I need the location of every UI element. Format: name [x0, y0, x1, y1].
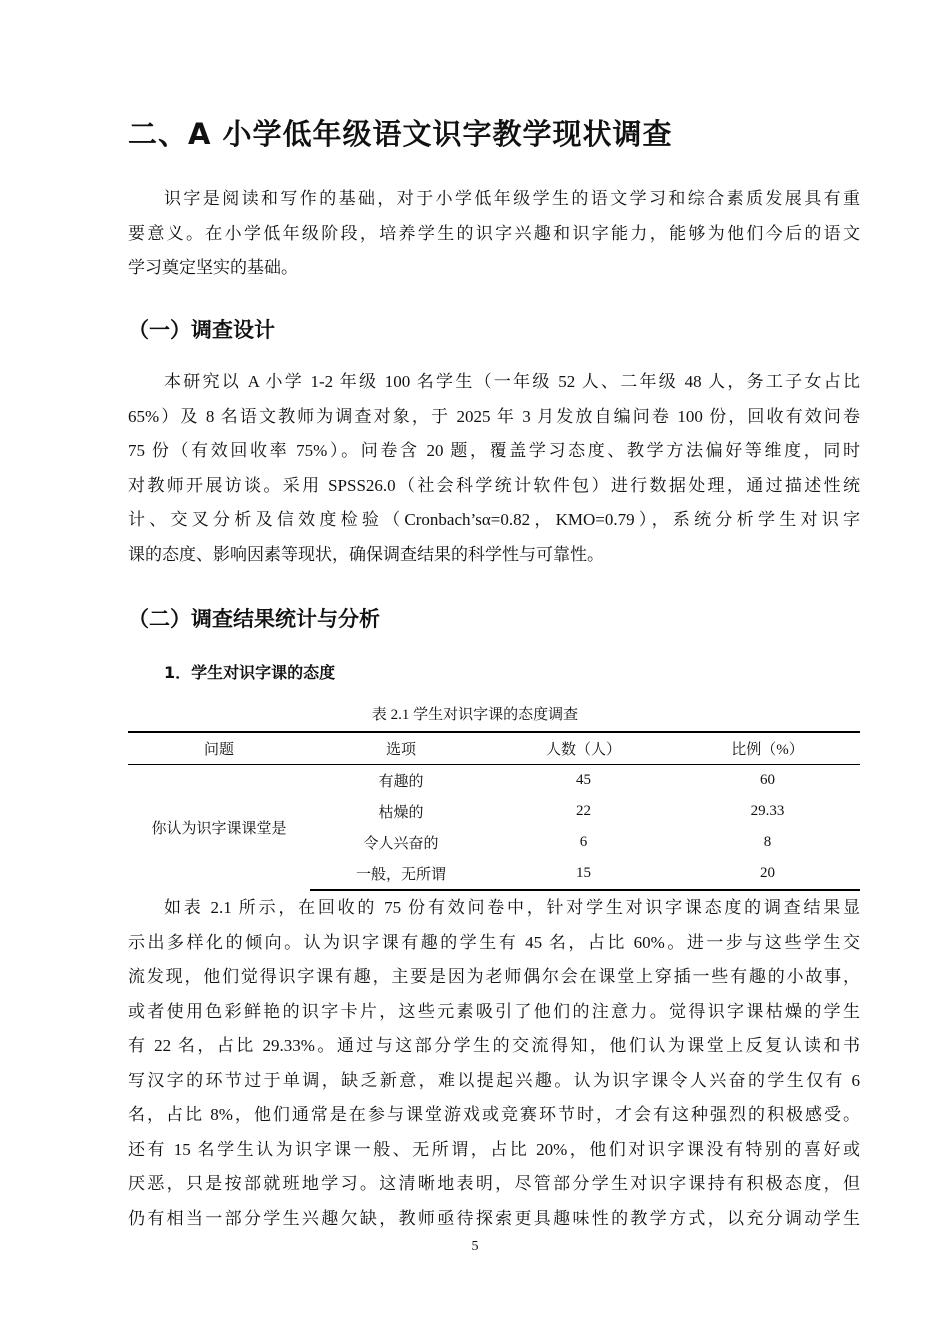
count-cell: 22	[576, 803, 591, 819]
question-cell: 你认为识字课课堂是	[151, 821, 287, 837]
paragraph-line: 厌恶，只是按部就班地学习。这清晰地表明，尽管部分学生对识字课持有积极态度，但	[128, 1174, 860, 1193]
paragraph-line: 75 份（有效回收率 75%）。问卷含 20 题，覆盖学习态度、教学方法偏好等维度，同时	[128, 441, 860, 460]
header-option: 选项	[310, 732, 492, 765]
option-cell: 枯燥的	[378, 805, 424, 821]
paragraph-line: 有 22 名，占比 29.33%。通过与这部分学生的交流得知，他们认为课堂上反复认读和书	[128, 1036, 860, 1055]
count-cell: 15	[492, 858, 675, 890]
percent-cell: 20	[675, 858, 860, 890]
paragraph-line: 还有 15 名学生认为识字课一般、无所谓，占比 20%，他们对识字课没有特别的喜好或	[128, 1139, 860, 1159]
section-heading-design: （一）调查设计	[128, 318, 275, 342]
percent-cell: 8	[763, 834, 772, 850]
chapter-heading: 二、A 小学低年级语文识字教学现状调查	[128, 117, 673, 151]
table-row	[128, 765, 860, 797]
header-percent: 比例（%）	[675, 732, 860, 765]
table-header-row	[128, 732, 860, 765]
option-cell: 有趣的	[378, 774, 424, 790]
count-cell: 45	[576, 772, 591, 788]
header-question: 问题	[128, 732, 310, 765]
paragraph-line: 学习奠定坚实的基础。	[128, 258, 298, 277]
subsection-heading: 1．学生对识字课的态度	[164, 663, 336, 682]
intro-paragraph	[128, 182, 860, 286]
paragraph-line: 示出多样化的倾向。认为识字课有趣的学生有 45 名，占比 60%。进一步与这些学生交	[128, 932, 860, 952]
paragraph-line: 计、交叉分析及信效度检验（Cronbach’sα=0.82，KMO=0.79），系统分析学生对识字	[128, 510, 860, 529]
count-cell: 6	[579, 834, 588, 850]
paragraph-line: 识字是阅读和写作的基础，对于小学低年级学生的语文学习和综合素质发展具有重	[164, 189, 860, 208]
paragraph-line: 名，占比 8%，他们通常是在参与课堂游戏或竞赛环节时，才会有这种强烈的积极感受。	[128, 1105, 860, 1124]
percent-cell: 60	[760, 772, 775, 788]
paragraph-line: 流发现，他们觉得识字课有趣，主要是因为老师偶尔会在课堂上穿插一些有趣的小故事，	[128, 967, 860, 986]
design-paragraph	[128, 365, 860, 572]
option-cell: 一般，无所谓	[310, 858, 492, 890]
table-caption: 表 2.1 学生对识字课的态度调查	[371, 707, 579, 723]
percent-cell: 29.33	[750, 803, 785, 819]
paragraph-line: 仍有相当一部分学生兴趣欠缺，教师亟待探索更具趣味性的教学方式，以充分调动学生	[128, 1208, 860, 1228]
page-number: 5	[471, 1239, 479, 1254]
analysis-paragraph	[128, 891, 860, 1236]
paragraph-line: 如表 2.1 所示，在回收的 75 份有效问卷中，针对学生对识字课态度的调查结果显	[164, 898, 860, 917]
paragraph-line: 65%）及 8 名语文教师为调查对象，于 2025 年 3 月发放自编问卷 100 份，回收有效问卷	[128, 406, 860, 426]
paragraph-line: 本研究以 A 小学 1-2 年级 100 名学生（一年级 52 人、二年级 48 人，务工子女占比	[164, 372, 860, 391]
paragraph-line: 课的态度、影响因素等现状，确保调查结果的科学性与可靠性。	[128, 544, 604, 564]
section-heading-results: （二）调查结果统计与分析	[128, 607, 380, 631]
paragraph-line: 或者使用色彩鲜艳的识字卡片，这些元素吸引了他们的注意力。觉得识字课枯燥的学生	[128, 1001, 860, 1021]
paragraph-line: 写汉字的环节过于单调，缺乏新意，难以提起兴趣。认为识字课令人兴奋的学生仅有 6	[128, 1070, 860, 1090]
paragraph-line: 要意义。在小学低年级阶段，培养学生的识字兴趣和识字能力，能够为他们今后的语文	[128, 223, 860, 243]
attitude-table	[128, 731, 860, 891]
paragraph-line: 对教师开展访谈。采用 SPSS26.0（社会科学统计软件包）进行数据处理，通过描述性统	[128, 475, 860, 495]
header-count: 人数（人）	[492, 732, 675, 765]
option-cell: 令人兴奋的	[363, 836, 439, 852]
